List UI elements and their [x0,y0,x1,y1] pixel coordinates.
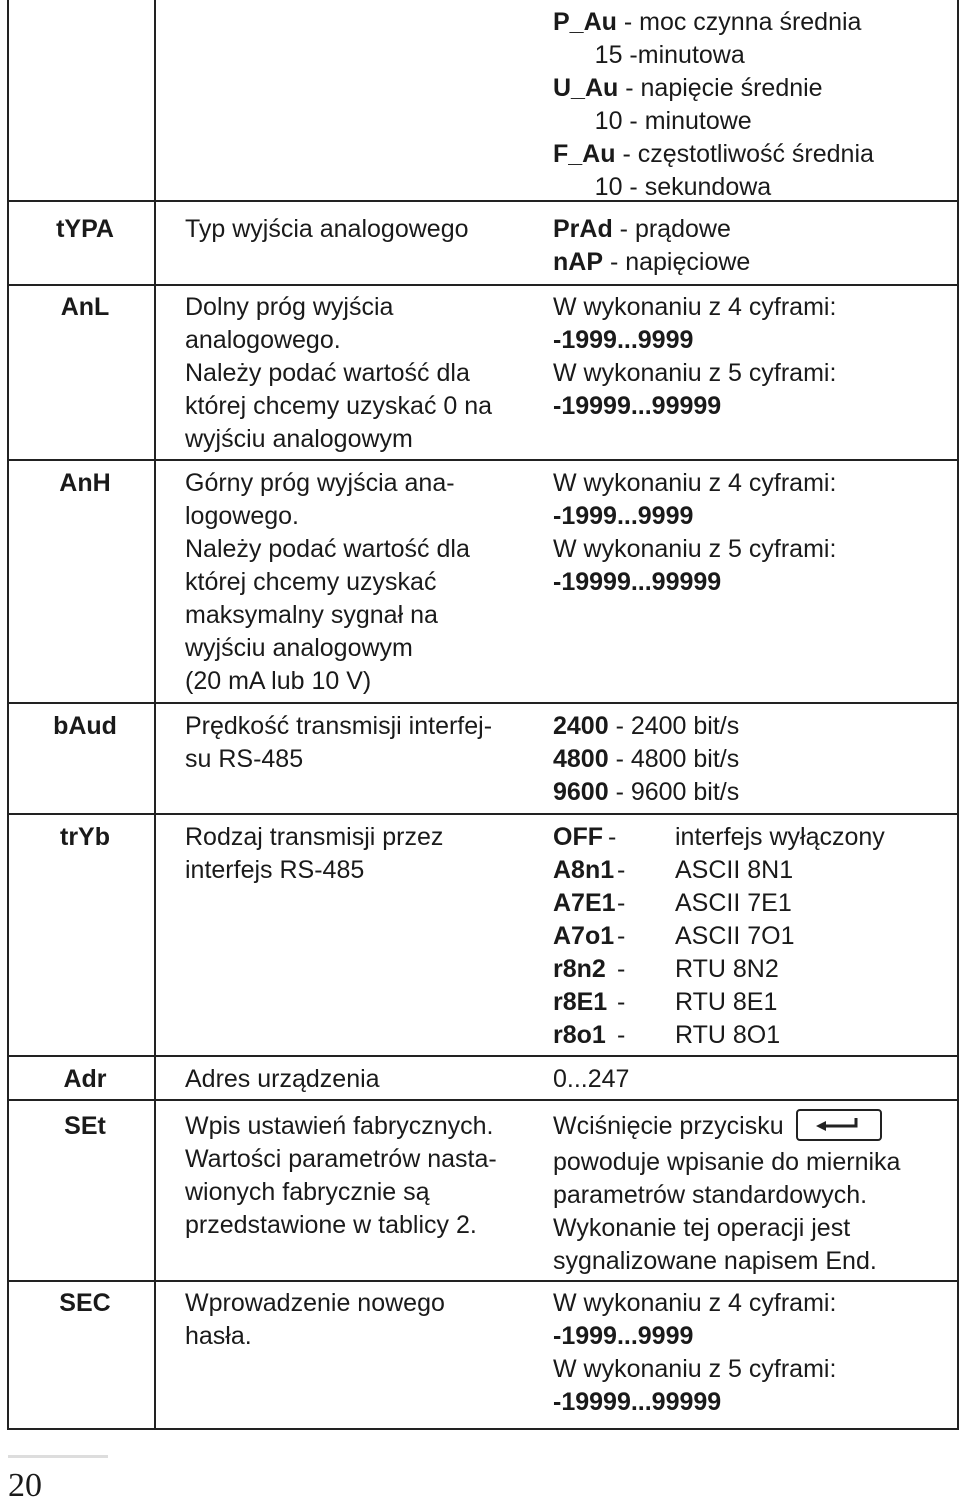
value-code: F_Au [553,140,616,168]
parameter-description: hasła. [185,1322,252,1350]
enter-key-icon [796,1109,882,1141]
option-separator: - [617,1021,626,1049]
option-row [553,1019,933,1052]
parameter-description: której chcemy uzyskać 0 na [185,392,493,420]
parameter-code: trYb [60,823,110,851]
option-code: A7E1 [553,889,616,917]
row-divider [9,1280,957,1282]
value-text: 0...247 [553,1065,630,1093]
option-row [553,854,933,887]
option-description: RTU 8E1 [675,988,778,1016]
value-text: W wykonaniu z 5 cyframi: [553,535,837,563]
option-row [553,887,933,920]
page-number: 20 [8,1467,42,1504]
value-text: 15 -minutowa [553,41,745,69]
value-text: - 4800 bit/s [608,745,740,773]
value-code: U_Au [553,74,619,102]
transmission-options [553,821,933,1052]
value-code: -19999...99999 [553,568,722,596]
value-line [553,1063,629,1096]
value-line [553,213,731,246]
value-line [553,1146,900,1179]
parameter-description: Rodzaj transmisji przez [185,823,444,851]
value-line [553,776,739,809]
value-code: 4800 [553,745,609,773]
value-code: -19999...99999 [553,392,722,420]
parameter-description: Należy podać wartość dla [185,535,470,563]
option-separator: - [617,988,626,1016]
parameter-description: su RS-485 [185,745,304,773]
value-line [553,533,836,566]
value-line [553,1353,836,1386]
value-line [553,467,836,500]
parameter-description: wionych fabrycznie są [185,1178,430,1206]
option-code: A7o1 [553,922,615,950]
row-divider [9,284,957,286]
value-line [553,500,693,533]
parameter-description: wyjściu analogowym [185,425,413,453]
parameter-description: analogowego. [185,326,341,354]
option-separator: - [617,889,626,917]
value-line [553,1179,867,1212]
parameter-description: wyjściu analogowym [185,634,413,662]
value-code: 2400 [553,712,609,740]
value-text: W wykonaniu z 4 cyframi: [553,1289,837,1317]
value-code: -1999...9999 [553,326,694,354]
value-line [553,1386,721,1419]
value-code: PrAd [553,215,613,243]
value-line [553,246,750,279]
parameter-description: Dolny próg wyjścia [185,293,394,321]
option-code: A8n1 [553,856,615,884]
value-code: 9600 [553,778,609,806]
option-description: ASCII 7O1 [675,922,795,950]
row-divider [9,813,957,815]
value-line [553,1287,836,1320]
value-text: - napięcie średnie [618,74,823,102]
value-code: -1999...9999 [553,1322,694,1350]
option-separator: - [617,856,626,884]
option-row [553,953,933,986]
value-line [553,710,739,743]
option-description: RTU 8O1 [675,1021,781,1049]
parameter-code: Adr [63,1065,107,1093]
value-code: nAP [553,248,603,276]
parameter-description: Prędkość transmisji interfej- [185,712,493,740]
value-text: powoduje wpisanie do miernika [553,1148,901,1176]
value-line [553,357,836,390]
value-line [553,1245,877,1278]
parameter-description: Górny próg wyjścia ana- [185,469,455,497]
value-text: parametrów standardowych. [553,1181,868,1209]
parameter-description: logowego. [185,502,299,530]
value-line [553,390,721,423]
value-line [553,171,771,204]
option-separator: - [617,922,626,950]
value-text: Wykonanie tej operacji jest [553,1214,851,1242]
option-code: r8n2 [553,955,606,983]
option-code: OFF [553,823,603,851]
option-code: r8o1 [553,1021,606,1049]
parameter-description: Typ wyjścia analogowego [185,215,469,243]
option-row [553,986,933,1019]
parameter-description: której chcemy uzyskać [185,568,437,596]
value-text: W wykonaniu z 4 cyframi: [553,469,837,497]
value-code: -19999...99999 [553,1388,722,1416]
value-line [553,566,721,599]
option-row [553,821,933,854]
value-text: 10 - minutowe [553,107,752,135]
parameter-description: przedstawione w tablicy 2. [185,1211,477,1239]
value-text: 10 - sekundowa [553,173,772,201]
value-text: - 9600 bit/s [608,778,740,806]
parameter-description: Adres urządzenia [185,1065,380,1093]
option-code: r8E1 [553,988,608,1016]
value-text: - częstotliwość średnia [615,140,874,168]
value-text: sygnalizowane napisem End. [553,1247,877,1275]
row-divider [9,459,957,461]
parameter-description: interfejs RS-485 [185,856,365,884]
option-description: ASCII 8N1 [675,856,794,884]
value-line [553,39,745,72]
row-divider [9,200,957,202]
parameter-description: Wprowadzenie nowego [185,1289,445,1317]
value-text: - 2400 bit/s [608,712,740,740]
option-row [553,920,933,953]
option-description: RTU 8N2 [675,955,779,983]
value-text: - moc czynna średnia [616,8,862,36]
page-footer-rule [8,1455,108,1458]
parameter-code: AnH [59,469,111,497]
value-text: W wykonaniu z 5 cyframi: [553,1355,837,1383]
value-line [553,6,861,39]
value-text: Wciśnięcie przycisku [553,1112,784,1140]
parameter-code: bAud [53,712,117,740]
value-text: W wykonaniu z 4 cyframi: [553,293,837,321]
value-line [553,1320,693,1353]
parameter-description: maksymalny sygnał na [185,601,438,629]
option-separator: - [617,955,626,983]
parameter-code: AnL [60,293,110,321]
parameter-code: SEt [64,1112,106,1140]
value-line [553,1110,882,1143]
row-divider [9,1099,957,1101]
value-line [553,324,693,357]
option-description: ASCII 7E1 [675,889,792,917]
value-line [553,743,739,776]
value-text: - napięciowe [603,248,751,276]
parameter-description: (20 mA lub 10 V) [185,667,372,695]
parameter-description: Wpis ustawień fabrycznych. [185,1112,494,1140]
parameter-description: Wartości parametrów nasta- [185,1145,497,1173]
value-text: W wykonaniu z 5 cyframi: [553,359,837,387]
value-line [553,105,752,138]
value-code: -1999...9999 [553,502,694,530]
value-text: - prądowe [612,215,731,243]
option-separator: - [608,823,617,851]
value-line [553,1212,850,1245]
option-description: interfejs wyłączony [675,823,885,851]
parameter-description: Należy podać wartość dla [185,359,470,387]
value-line [553,138,874,171]
parameter-code: SEC [59,1289,111,1317]
parameter-code: tYPA [56,215,114,243]
value-line [553,72,823,105]
row-divider [9,702,957,704]
value-line [553,291,836,324]
value-code: P_Au [553,8,617,36]
row-divider [9,1055,957,1057]
